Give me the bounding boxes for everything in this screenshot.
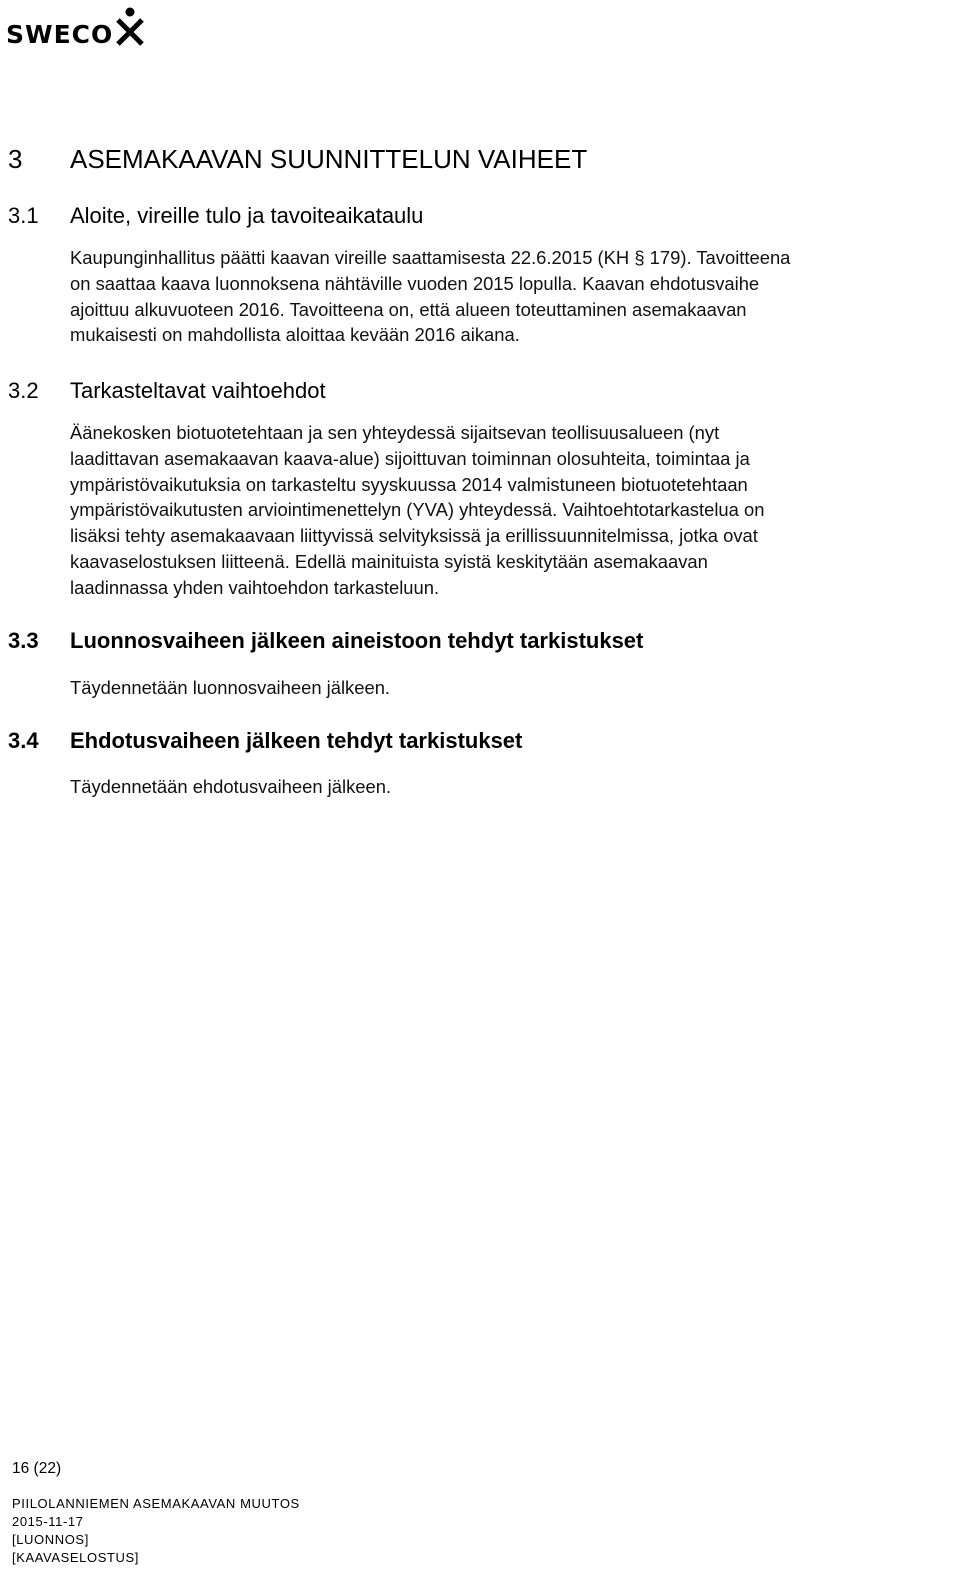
page-number: 16 (22) [12,1460,62,1477]
sweco-symbol-icon [114,6,146,46]
paragraph-line: Kaupunginhallitus päätti kaavan vireille saattamisesta 22.6.2015 (KH § 179). Tavoitteena [70,247,791,268]
paragraph-line: ympäristövaikutusten arviointimenettelyn (YVA) yhteydessä. Vaihtoehtotarkastelua on [70,499,765,521]
section-number: 3.4 [8,728,39,753]
document-date: 2015-11-17 [12,1514,84,1529]
paragraph-line: on saattaa kaava luonnoksena nähtäville vuoden 2015 lopulla. Kaavan ehdotusvaihe [70,272,760,294]
section-3-1-paragraph [70,245,950,348]
section-title: Luonnosvaiheen jälkeen aineistoon tehdyt tarkistukset [70,628,644,653]
section-number: 3 [8,144,23,174]
project-name: PIILOLANNIEMEN ASEMAKAAVAN MUUTOS [12,1496,300,1511]
section-title: Aloite, vireille tulo ja tavoiteaikataulu [70,203,424,228]
paragraph-line: laadinnassa yhden vaihtoehdon tarkasteluun. [70,576,440,598]
document-status: [LUONNOS] [12,1532,89,1547]
paragraph-line: Äänekosken biotuotetehtaan ja sen yhteydessä sijaitsevan teollisuusalueen (nyt [70,422,720,443]
paragraph-line: Täydennetään luonnosvaiheen jälkeen. [70,677,391,698]
section-title: Tarkasteltavat vaihtoehdot [70,378,326,403]
sweco-logo [6,4,146,48]
paragraph-line: Täydennetään ehdotusvaiheen jälkeen. [70,776,392,797]
section-3-3-paragraph [70,675,950,701]
section-number: 3.2 [8,378,39,403]
section-number: 3.1 [8,203,39,228]
section-number: 3.3 [8,628,39,653]
paragraph-line: laadittavan asemakaavan kaava-alue) sijoittuvan toiminnan olosuhteita, toimintaa ja [70,447,750,469]
paragraph-line: lisäksi tehty asemakaavaan liittyvissä selvityksissä ja erillissuunnitelmissa, jotka ovat [70,525,758,547]
section-3-4-paragraph [70,774,950,800]
paragraph-line: ajoittuu alkuvuoteen 2016. Tavoitteena on, että alueen toteuttaminen asemakaavan [70,298,747,320]
section-3-2-paragraph [70,420,950,601]
paragraph-line: ympäristövaikutuksia on tarkasteltu syyskuussa 2014 valmistuneen biotuotetehtaan [70,473,748,495]
paragraph-line: mukaisesti on mahdollista aloittaa kevään 2016 aikana. [70,324,520,346]
section-title: Ehdotusvaiheen jälkeen tehdyt tarkistukset [70,728,523,753]
paragraph-line: kaavaselostuksen liitteenä. Edellä mainituista syistä keskitytään asemakaavan [70,550,708,572]
document-type: [KAAVASELOSTUS] [12,1550,140,1565]
logo-text: SWECO [6,20,114,49]
section-title: ASEMAKAAVAN SUUNNITTELUN VAIHEET [70,144,588,174]
